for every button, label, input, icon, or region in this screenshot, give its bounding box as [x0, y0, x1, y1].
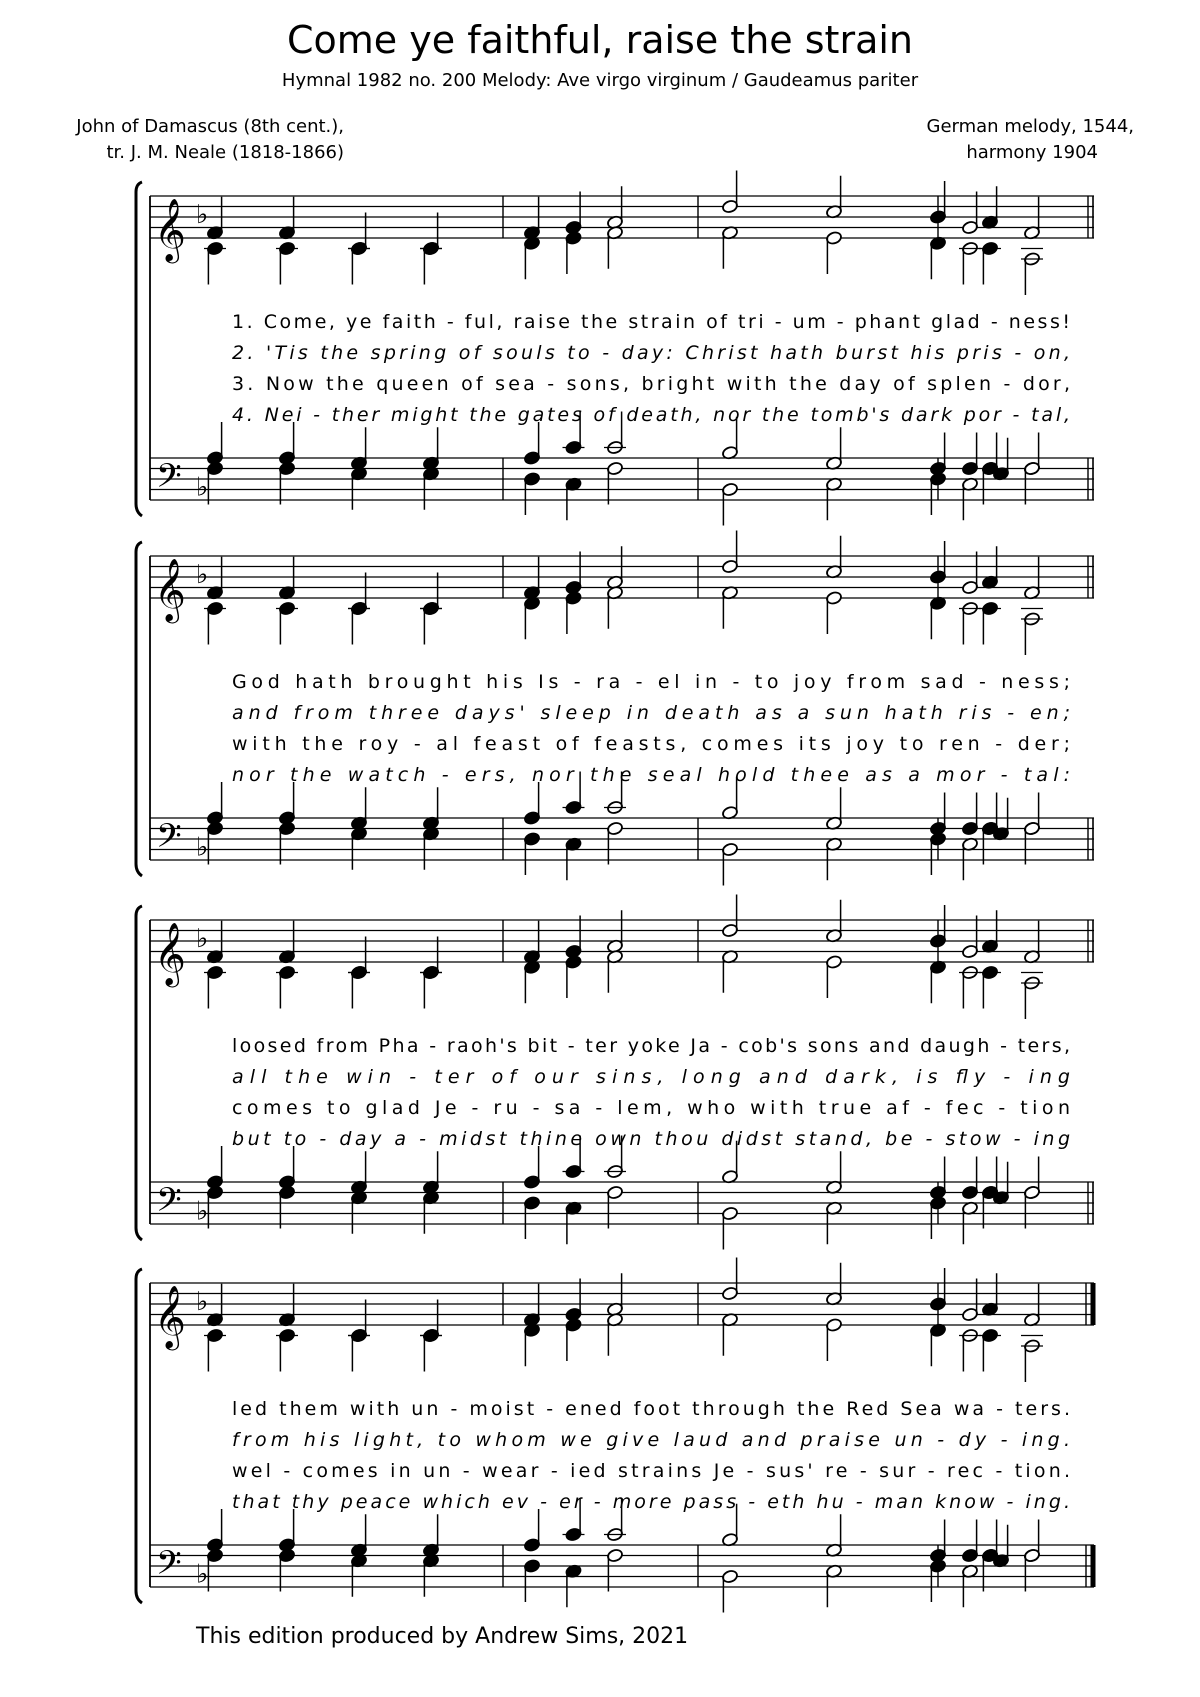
system-bracket: [136, 542, 142, 876]
words-credit-translator: tr. J. M. Neale (1818-1866): [106, 142, 344, 163]
edition-credit: This edition produced by Andrew Sims, 2021: [196, 1624, 689, 1649]
music-credit-melody: German melody, 1544,: [926, 116, 1134, 137]
lyric-line: all the win - ter of our sins, long and dark, is fly - ing: [232, 1066, 1070, 1088]
bass-clef: 𝄢: [156, 1181, 182, 1228]
lyric-line: 1. Come, ye faith - ful, raise the strain of tri - um - phant glad - ness!: [232, 311, 1070, 333]
hymn-subtitle: Hymnal 1982 no. 200 Melody: Ave virgo virginum / Gaudeamus pariter: [281, 70, 919, 91]
lyric-line: and from three days' sleep in death as a sun hath ris - en;: [232, 702, 1070, 724]
lyric-line: loosed from Pha - raoh's bit - ter yoke Ja - cob's sons and daugh - ters,: [232, 1035, 1070, 1057]
music-system: [136, 531, 1094, 886]
music-system: [136, 171, 1094, 526]
hymn-title: Come ye faithful, raise the strain: [287, 18, 913, 62]
music-system: [136, 895, 1094, 1250]
lyric-line: led them with un - moist - ened foot through the Red Sea wa - ters.: [232, 1398, 1071, 1420]
music-credit-harmony: harmony 1904: [966, 142, 1098, 163]
flat-key-signature: ♭: [196, 832, 209, 863]
bass-clef: 𝄢: [156, 1544, 182, 1591]
lyric-line: with the roy - al feast of feasts, comes its joy to ren - der;: [232, 733, 1070, 755]
lyric-line: God hath brought his Is - ra - el in - to joy from sad - ness;: [232, 671, 1070, 693]
system-bracket: [136, 1269, 142, 1603]
treble-clef: 𝄞: [154, 922, 186, 985]
flat-key-signature: ♭: [196, 1287, 209, 1317]
flat-key-signature: ♭: [196, 200, 209, 230]
lyric-line: 4. Nei - ther might the gates of death, nor the tomb's dark por - tal,: [232, 404, 1070, 426]
lyric-line: that thy peace which ev - er - more pass - eth hu - man know - ing.: [232, 1491, 1070, 1513]
lyric-line: wel - comes in un - wear - ied strains Je - sus' re - sur - rec - tion.: [232, 1460, 1071, 1482]
lyric-line: nor the watch - ers, nor the seal hold thee as a mor - tal:: [232, 764, 1070, 786]
flat-key-signature: ♭: [196, 560, 209, 590]
flat-key-signature: ♭: [196, 924, 209, 954]
music-system: [136, 1258, 1094, 1613]
words-credit-author: John of Damascus (8th cent.),: [76, 116, 344, 137]
flat-key-signature: ♭: [196, 1196, 209, 1227]
lyric-line: but to - day a - midst thine own thou didst stand, be - stow - ing: [232, 1128, 1071, 1150]
system-bracket: [136, 906, 142, 1240]
lyric-line: 3. Now the queen of sea - sons, bright with the day of splen - dor,: [232, 373, 1071, 395]
treble-clef: 𝄞: [154, 558, 186, 621]
treble-clef: 𝄞: [154, 1285, 186, 1348]
bass-clef: 𝄢: [156, 817, 182, 864]
lyric-line: comes to glad Je - ru - sa - lem, who with true af - fec - tion: [232, 1097, 1070, 1119]
lyric-line: from his light, to whom we give laud and praise un - dy - ing.: [232, 1429, 1070, 1451]
bass-clef: 𝄢: [156, 457, 182, 504]
lyric-line: 2. 'Tis the spring of souls to - day: Christ hath burst his pris - on,: [232, 342, 1070, 364]
flat-key-signature: ♭: [196, 472, 209, 503]
flat-key-signature: ♭: [196, 1559, 209, 1590]
system-bracket: [136, 182, 142, 516]
treble-clef: 𝄞: [154, 198, 186, 261]
